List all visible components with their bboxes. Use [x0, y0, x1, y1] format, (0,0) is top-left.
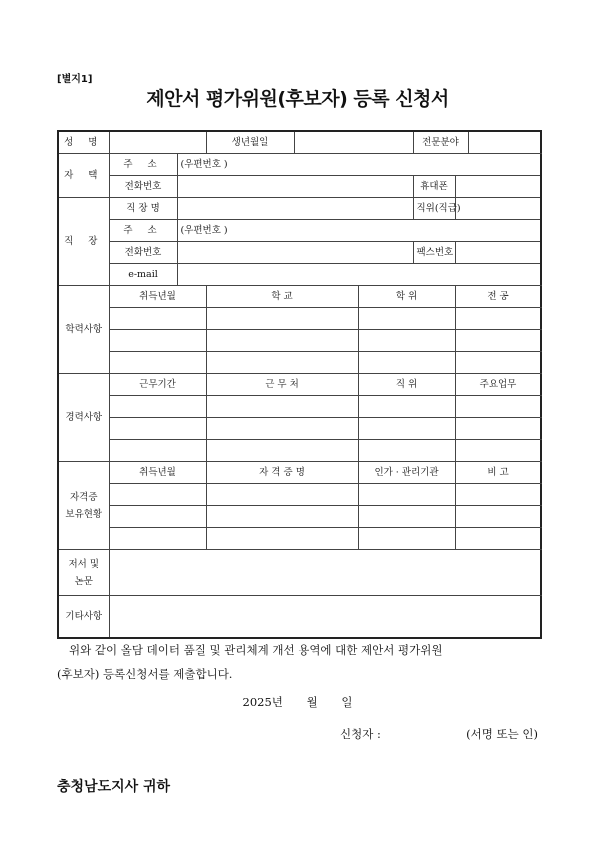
education-cell[interactable] — [206, 308, 358, 330]
work-address-row — [58, 220, 541, 242]
career-row — [58, 418, 541, 440]
date-year: 2025년 — [242, 695, 283, 709]
education-cell[interactable] — [109, 352, 206, 374]
career-cell[interactable] — [206, 440, 358, 462]
specialty-field[interactable] — [468, 131, 541, 154]
application-form — [57, 130, 542, 639]
license-cell[interactable] — [206, 506, 358, 528]
document-title: 제안서 평가위원(후보자) 등록 신청서 — [146, 88, 449, 110]
license-row — [58, 506, 541, 528]
birth-field[interactable] — [294, 131, 413, 154]
home-phone-field[interactable] — [177, 176, 413, 198]
education-col-degree: 학 위 — [358, 286, 455, 308]
applicant-line — [340, 726, 538, 742]
education-cell[interactable] — [358, 330, 455, 352]
career-col-period: 근무기간 — [109, 374, 206, 396]
education-row — [58, 308, 541, 330]
home-address-field[interactable]: (우편번호 ) — [177, 154, 541, 176]
workplace-field[interactable] — [177, 198, 413, 220]
education-row — [58, 352, 541, 374]
education-cell[interactable] — [109, 330, 206, 352]
career-cell[interactable] — [109, 418, 206, 440]
mobile-label: 휴대폰 — [413, 176, 455, 198]
education-col-major: 전 공 — [455, 286, 541, 308]
license-cell[interactable] — [358, 528, 455, 550]
career-col-workplace: 근 무 처 — [206, 374, 358, 396]
email-row — [58, 264, 541, 286]
license-row — [58, 528, 541, 550]
education-header-row — [58, 286, 541, 308]
license-cell[interactable] — [109, 484, 206, 506]
license-col-issuer: 인가 · 관리기관 — [358, 462, 455, 484]
license-header-row — [58, 462, 541, 484]
education-row — [58, 330, 541, 352]
license-cell[interactable] — [206, 484, 358, 506]
career-header-row — [58, 374, 541, 396]
home-address-row — [58, 154, 541, 176]
statement-line1: 위와 같이 올담 데이터 품질 및 관리체계 개선 용역에 대한 제안서 평가위원 — [69, 643, 443, 657]
publications-header — [58, 550, 109, 596]
career-row — [58, 440, 541, 462]
license-cell[interactable] — [455, 506, 541, 528]
education-cell[interactable] — [358, 352, 455, 374]
work-address-label: 주 소 — [109, 220, 177, 242]
work-phone-field[interactable] — [177, 242, 413, 264]
statement — [57, 638, 540, 686]
email-field[interactable] — [177, 264, 541, 286]
license-col-date: 취득년월 — [109, 462, 206, 484]
specialty-label: 전문분야 — [413, 131, 468, 154]
license-cell[interactable] — [358, 484, 455, 506]
position-label: 직위(직급) — [413, 198, 455, 220]
career-cell[interactable] — [455, 418, 541, 440]
education-cell[interactable] — [206, 330, 358, 352]
education-cell[interactable] — [455, 352, 541, 374]
work-header: 직 장 — [58, 198, 109, 286]
publications-header-line2: 논문 — [74, 575, 93, 587]
career-cell[interactable] — [206, 418, 358, 440]
home-phone-label: 전화번호 — [109, 176, 177, 198]
email-label: e-mail — [109, 264, 177, 286]
publications-field[interactable] — [109, 550, 541, 596]
education-col-date: 취득년월 — [109, 286, 206, 308]
education-header: 학력사항 — [58, 286, 109, 374]
license-cell[interactable] — [109, 506, 206, 528]
education-cell[interactable] — [206, 352, 358, 374]
workplace-label: 직 장 명 — [109, 198, 177, 220]
fax-field[interactable] — [455, 242, 541, 264]
date-day: 일 — [341, 695, 353, 709]
submission-date — [0, 694, 595, 710]
statement-line2: (후보자) 등록신청서를 제출합니다. — [57, 667, 233, 681]
work-phone-row — [58, 242, 541, 264]
date-month: 월 — [306, 695, 318, 709]
birth-label: 생년월일 — [206, 131, 294, 154]
career-cell[interactable] — [109, 440, 206, 462]
license-row — [58, 484, 541, 506]
home-phone-row — [58, 176, 541, 198]
applicant-label: 신청자 : — [339, 727, 381, 741]
license-cell[interactable] — [109, 528, 206, 550]
license-col-remarks: 비 고 — [455, 462, 541, 484]
license-cell[interactable] — [455, 484, 541, 506]
education-col-school: 학 교 — [206, 286, 358, 308]
license-col-name: 자 격 증 명 — [206, 462, 358, 484]
license-cell[interactable] — [358, 506, 455, 528]
license-cell[interactable] — [206, 528, 358, 550]
career-cell[interactable] — [358, 396, 455, 418]
education-cell[interactable] — [358, 308, 455, 330]
career-cell[interactable] — [109, 396, 206, 418]
publications-header-line1: 저서 및 — [68, 558, 100, 570]
license-cell[interactable] — [455, 528, 541, 550]
education-cell[interactable] — [455, 330, 541, 352]
others-field[interactable] — [109, 596, 541, 639]
name-field[interactable] — [109, 131, 206, 154]
education-cell[interactable] — [455, 308, 541, 330]
others-header: 기타사항 — [58, 596, 109, 639]
career-row — [58, 396, 541, 418]
work-address-field[interactable]: (우편번호 ) — [177, 220, 541, 242]
applicant-sign: (서명 또는 인) — [466, 727, 538, 741]
career-cell[interactable] — [358, 418, 455, 440]
career-col-duties: 주요업무 — [455, 374, 541, 396]
career-cell[interactable] — [206, 396, 358, 418]
annex-label: [별지1] — [57, 74, 93, 85]
career-header: 경력사항 — [58, 374, 109, 462]
home-header: 자 택 — [58, 154, 109, 198]
workplace-row — [58, 198, 541, 220]
work-phone-label: 전화번호 — [109, 242, 177, 264]
publications-row — [58, 550, 541, 596]
career-cell[interactable] — [455, 396, 541, 418]
others-row — [58, 596, 541, 639]
license-header — [58, 462, 109, 550]
license-header-line2: 보유현황 — [65, 508, 103, 520]
career-cell[interactable] — [358, 440, 455, 462]
education-cell[interactable] — [109, 308, 206, 330]
mobile-field[interactable] — [455, 176, 541, 198]
fax-label: 팩스번호 — [413, 242, 455, 264]
name-row — [58, 131, 541, 154]
position-field[interactable] — [455, 198, 541, 220]
addressee: 충청남도지사 귀하 — [57, 779, 171, 795]
name-label: 성 명 — [58, 131, 109, 154]
home-address-label: 주 소 — [109, 154, 177, 176]
career-col-position: 직 위 — [358, 374, 455, 396]
license-header-line1: 자격증 — [69, 491, 98, 503]
career-cell[interactable] — [455, 440, 541, 462]
